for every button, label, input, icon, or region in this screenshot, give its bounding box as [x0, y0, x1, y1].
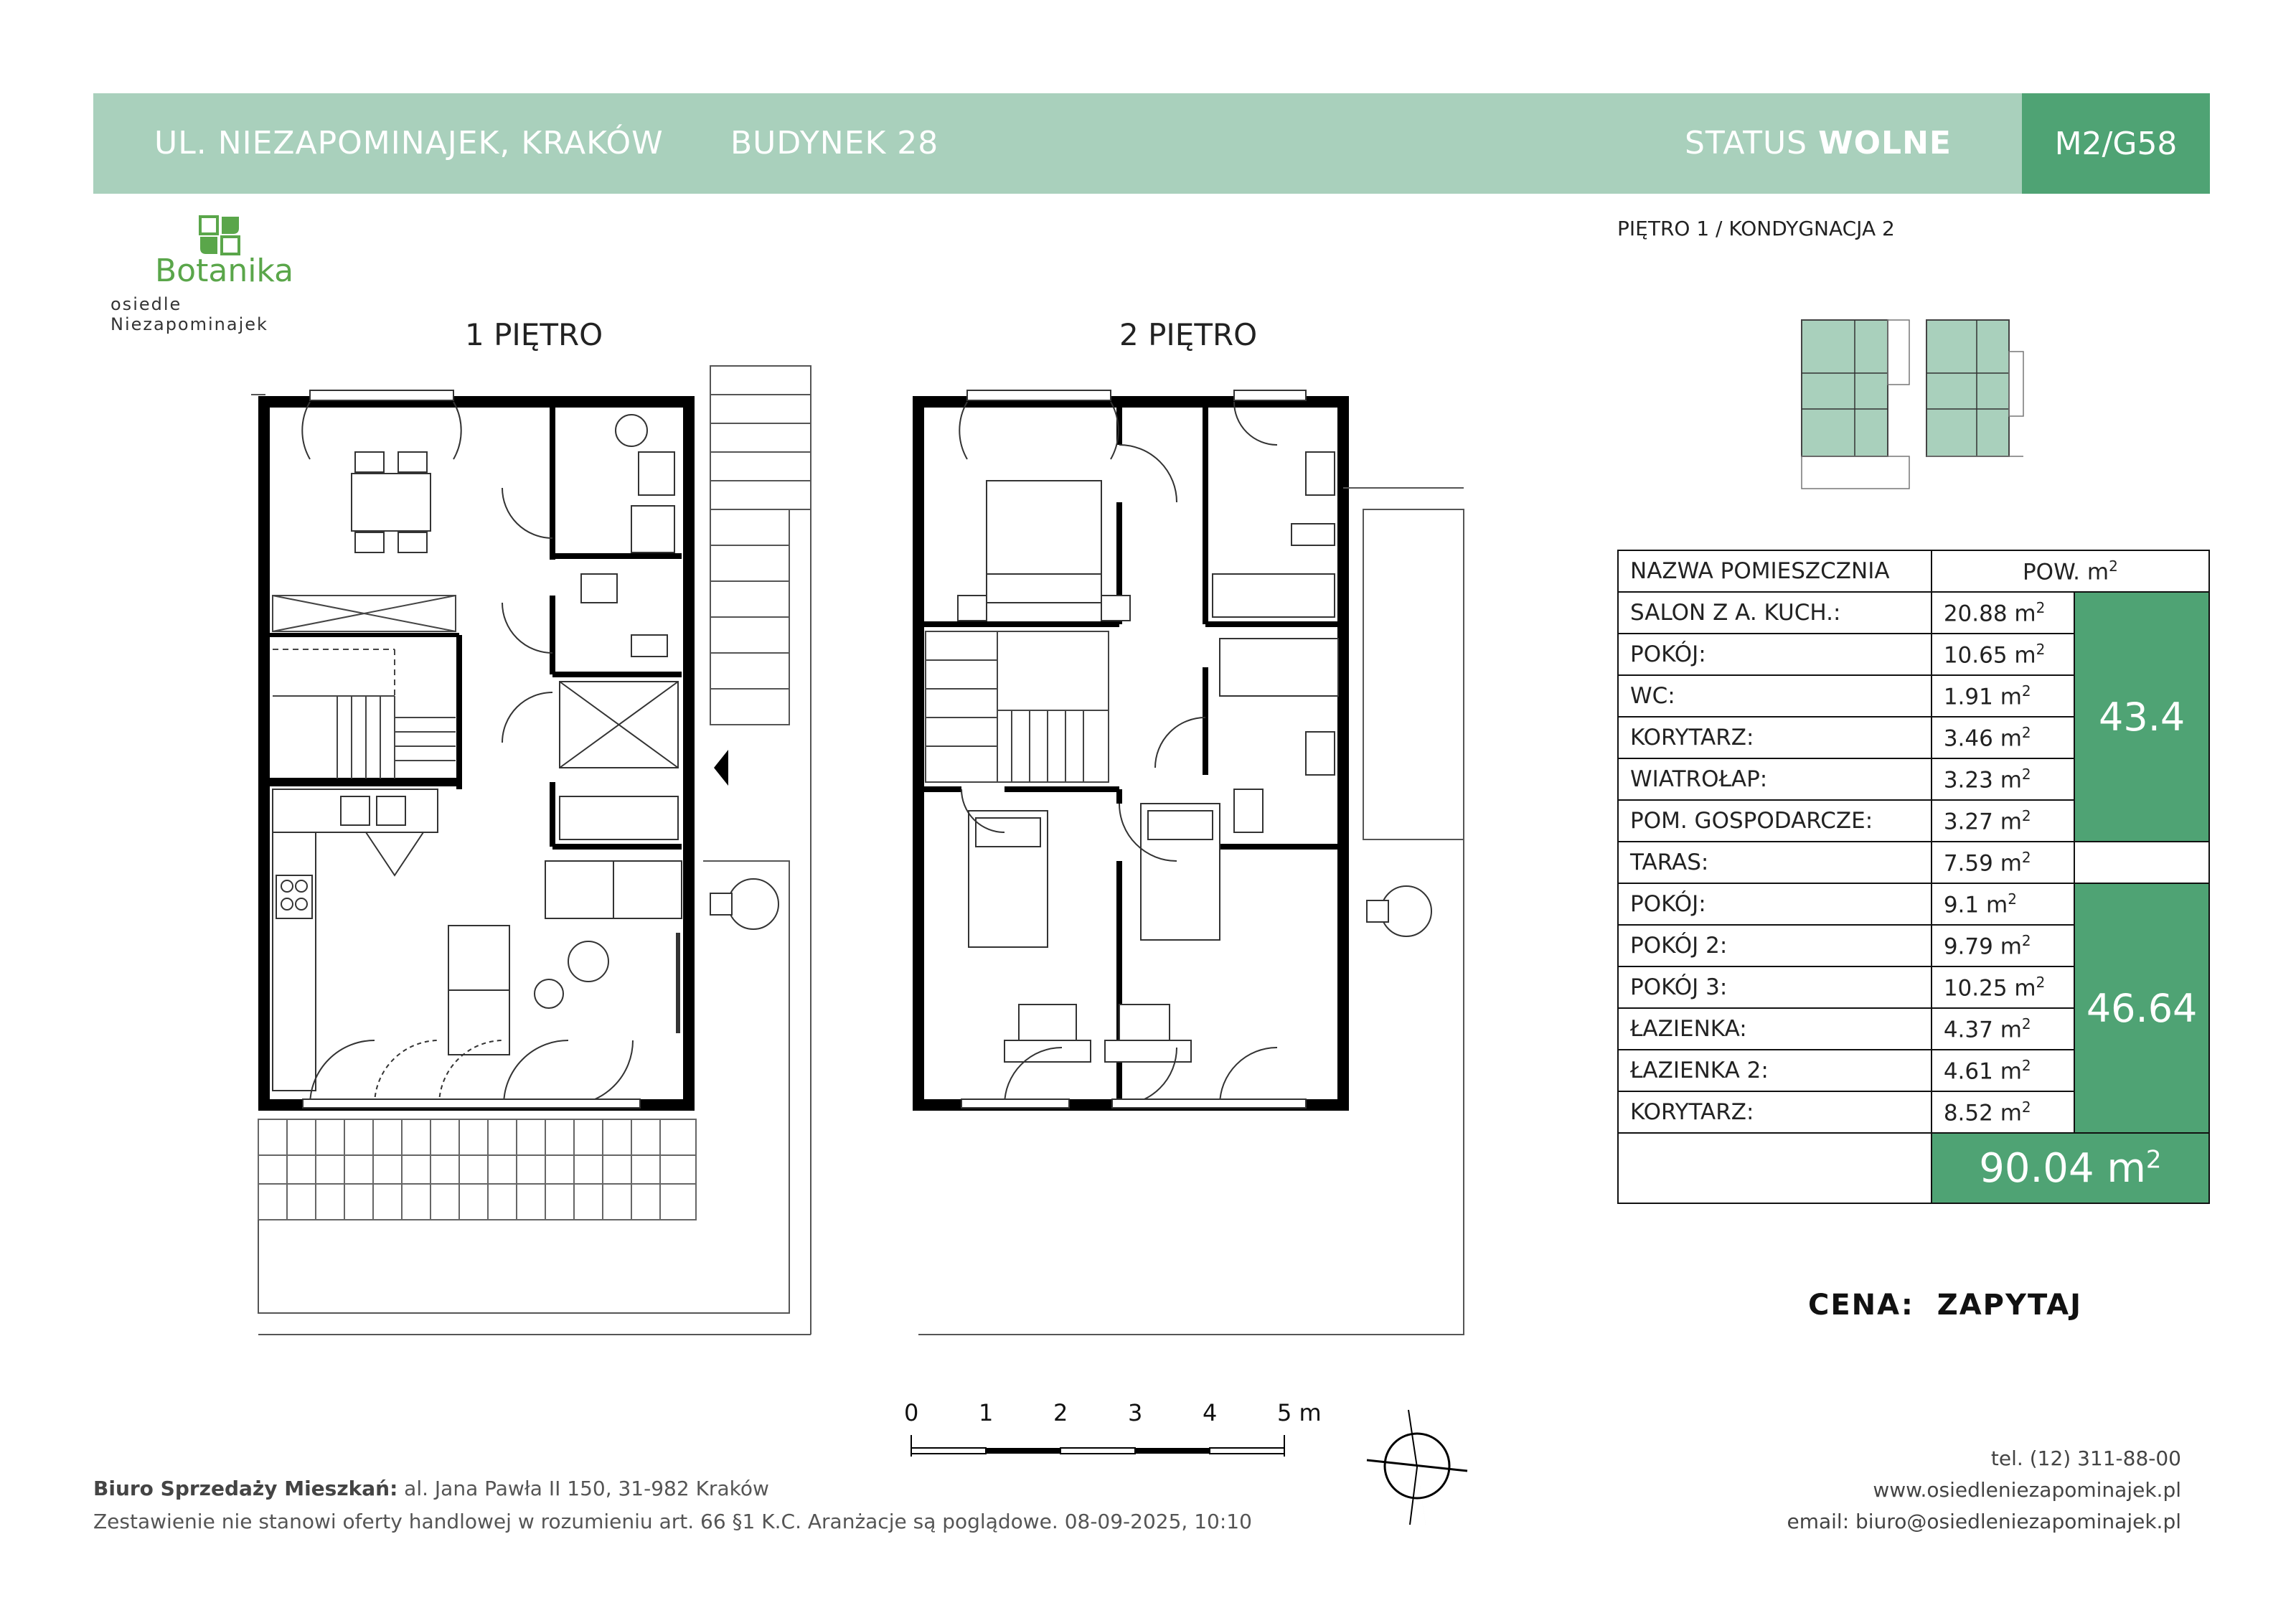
grand-total-value: 90.04 m: [1979, 1144, 2146, 1192]
area-unit-sup: 2: [2036, 598, 2046, 616]
group2-total: 46.64: [2074, 883, 2209, 1133]
table-row: [1618, 842, 2209, 883]
scale-tick-label: 1: [979, 1399, 994, 1426]
north-arrow-icon: [1360, 1403, 1474, 1532]
status-label: [1685, 125, 1952, 161]
area-value: 8.52: [1943, 1100, 1993, 1126]
logo: [108, 215, 344, 334]
status-prefix: STATUS: [1685, 125, 1808, 161]
room-area: [1932, 675, 2074, 717]
area-value: 10.25: [1943, 975, 2008, 1002]
disclaimer: Zestawienie nie stanowi oferty handlowej w rozumieniu art. 66 §1 K.C. Aranżacje są poglądowe. 08-09-2025, 10:10: [93, 1510, 1252, 1533]
scale-tick-label: 3: [1128, 1399, 1143, 1426]
header-bar: [93, 93, 2210, 194]
room-name: POM. GOSPODARCZE:: [1618, 800, 1932, 842]
building-label: BUDYNEK 28: [730, 125, 939, 161]
room-area: [1932, 842, 2074, 883]
room-name: ŁAZIENKA 2:: [1618, 1050, 1932, 1091]
unit-code: M2/G58: [2022, 93, 2210, 194]
room-area: [1932, 1050, 2074, 1091]
room-area: [1932, 925, 2074, 966]
key-plan-thumbnail: [1797, 316, 2027, 495]
header-area-label: POW. m: [2022, 559, 2109, 585]
area-unit-sup: 2: [2036, 640, 2046, 658]
level-info: PIĘTRO 1 / KONDYGNACJA 2: [1617, 217, 1895, 240]
table-row: [1618, 592, 2209, 634]
price-label: CENA:: [1808, 1289, 1914, 1322]
area-value: 10.65: [1943, 642, 2008, 669]
area-value: 4.37: [1943, 1017, 1993, 1043]
address-label: UL. NIEZAPOMINAJEK, KRAKÓW: [154, 125, 664, 161]
area-unit: m: [2000, 684, 2022, 710]
area-value: 20.88: [1943, 601, 2008, 627]
room-area: [1932, 966, 2074, 1008]
entrance-arrow-icon: [714, 750, 728, 786]
area-unit: m: [2000, 933, 2022, 960]
terrace-blank-cell: [2074, 842, 2209, 883]
price-value: ZAPYTAJ: [1937, 1289, 2082, 1322]
area-unit-sup: 2: [2021, 682, 2031, 700]
sales-office-address: al. Jana Pawła II 150, 31-982 Kraków: [404, 1477, 769, 1500]
room-name: POKÓJ 3:: [1618, 966, 1932, 1008]
area-value: 3.23: [1943, 767, 1993, 794]
area-unit-sup: 2: [2036, 973, 2046, 991]
room-area: [1932, 717, 2074, 758]
scale-tick-label: 2: [1053, 1399, 1068, 1426]
area-unit: m: [2000, 725, 2022, 752]
table-row: [1618, 883, 2209, 925]
header-room-name: NAZWA POMIESZCZNIA: [1618, 550, 1932, 592]
area-unit-sup: 2: [2021, 848, 2031, 866]
room-area: [1932, 634, 2074, 675]
scale-bar-graphic: [904, 1435, 1292, 1464]
website-link[interactable]: www.osiedleniezapominajek.pl: [1873, 1478, 2181, 1502]
scale-tick-label: 4: [1203, 1399, 1218, 1426]
room-area: [1932, 1008, 2074, 1050]
room-area: [1932, 592, 2074, 634]
table-total-row: [1618, 1133, 2209, 1203]
room-name: KORYTARZ:: [1618, 717, 1932, 758]
area-unit-sup: 2: [2021, 723, 2031, 741]
email-link[interactable]: email: biuro@osiedleniezapominajek.pl: [1787, 1510, 2181, 1533]
floor2-title: 2 PIĘTRO: [1119, 317, 1258, 352]
group1-total: 43.4: [2074, 592, 2209, 842]
area-unit-sup: 2: [2021, 931, 2031, 949]
status-value: WOLNE: [1818, 125, 1952, 161]
floor2-plan: [904, 359, 1478, 1342]
sales-office-label: Biuro Sprzedaży Mieszkań:: [93, 1477, 398, 1500]
room-area: [1932, 1091, 2074, 1133]
room-area-table: [1617, 550, 2210, 1204]
area-value: 7.59: [1943, 850, 1993, 877]
room-name: WC:: [1618, 675, 1932, 717]
area-unit-sup: 2: [2021, 806, 2031, 824]
room-name: POKÓJ:: [1618, 634, 1932, 675]
scale-bar: [904, 1399, 1335, 1464]
logo-subtitle: osiedle Niezapominajek: [110, 294, 268, 334]
area-unit-sup: 2: [2021, 1098, 2031, 1116]
area-unit: m: [1985, 892, 2008, 918]
area-unit: m: [2000, 1017, 2022, 1043]
area-unit: m: [2000, 809, 2022, 835]
area-unit: m: [2000, 1100, 2022, 1126]
sales-office: [93, 1477, 769, 1500]
room-area: [1932, 883, 2074, 925]
floor1-title: 1 PIĘTRO: [465, 317, 603, 352]
scale-tick-label: 5 m: [1277, 1399, 1322, 1426]
leaf-logo-icon: [197, 215, 243, 255]
grand-total: [1932, 1133, 2209, 1203]
area-value: 4.61: [1943, 1058, 1993, 1085]
area-unit: m: [2000, 1058, 2022, 1085]
room-name: TARAS:: [1618, 842, 1932, 883]
area-unit-sup: 2: [2008, 890, 2017, 908]
area-unit: m: [2014, 975, 2036, 1002]
room-name: SALON Z A. KUCH.:: [1618, 592, 1932, 634]
room-name: KORYTARZ:: [1618, 1091, 1932, 1133]
area-unit: m: [2000, 767, 2022, 794]
area-unit-sup: 2: [2021, 765, 2031, 783]
room-name: WIATROŁAP:: [1618, 758, 1932, 800]
room-area: [1932, 758, 2074, 800]
area-unit-sup: 2: [2021, 1015, 2031, 1032]
header-area-sup: 2: [2109, 557, 2118, 575]
price: [1808, 1289, 2082, 1322]
area-value: 9.79: [1943, 933, 1993, 960]
header-area: [1932, 550, 2209, 592]
scale-tick-label: 0: [904, 1399, 919, 1426]
room-area: [1932, 800, 2074, 842]
area-value: 3.46: [1943, 725, 1993, 752]
area-unit: m: [2000, 850, 2022, 877]
room-name: POKÓJ 2:: [1618, 925, 1932, 966]
total-blank-cell: [1618, 1133, 1932, 1203]
area-value: 1.91: [1943, 684, 1993, 710]
area-value: 9.1: [1943, 892, 1980, 918]
table-header: [1618, 550, 2209, 592]
phone: tel. (12) 311-88-00: [1990, 1446, 2181, 1470]
area-unit: m: [2014, 642, 2036, 669]
logo-name: Botanika: [155, 253, 294, 289]
area-value: 3.27: [1943, 809, 1993, 835]
area-unit: m: [2014, 601, 2036, 627]
room-name: POKÓJ:: [1618, 883, 1932, 925]
area-unit-sup: 2: [2021, 1056, 2031, 1074]
floor1-plan: [251, 359, 825, 1342]
grand-total-sup: 2: [2145, 1144, 2162, 1174]
room-name: ŁAZIENKA:: [1618, 1008, 1932, 1050]
